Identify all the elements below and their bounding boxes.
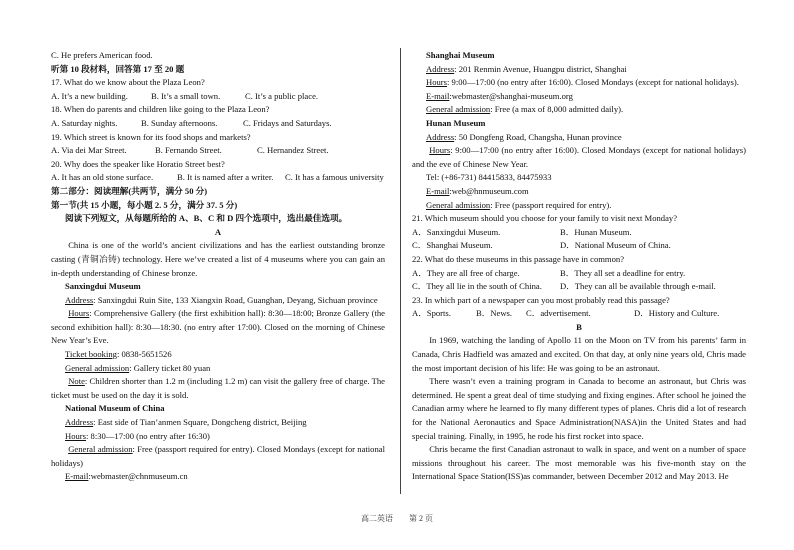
part-two-heading: 第二部分：阅读理解(共两节，满分 50 分) — [51, 185, 208, 196]
column-divider — [400, 48, 401, 494]
option-a: A. It’s a new building. — [51, 90, 128, 101]
shanghai-email: E-mail:webmaster@shanghai-museum.org — [426, 90, 573, 101]
page-footer — [0, 513, 794, 524]
sanxingdui-ticket-booking: Ticket booking: 0838-5651526 — [65, 349, 172, 360]
footer-subject: 高二英语 — [361, 514, 393, 523]
question-21: 21. Which museum should you choose for your family to visit next Monday? — [412, 213, 678, 224]
left-column — [51, 49, 385, 484]
option-d: D．History and Culture. — [634, 308, 720, 319]
question-17: 17. What do we know about the Plaza Leon? — [51, 77, 205, 88]
option-b: B. It’s a small town. — [151, 90, 221, 101]
question-23: 23. In which part of a newspaper can you most probably read this passage? — [412, 294, 670, 305]
national-general-admission: General admission: Free (passport required for entry). Closed Mondays (except for national holidays) — [51, 444, 385, 468]
question-21-options-row-2 — [412, 239, 746, 253]
footer-page-number: 第 2 页 — [409, 514, 433, 523]
option-c: C. Hernandez Street. — [257, 145, 329, 156]
option-b: B. Sunday afternoons. — [141, 117, 218, 128]
option-b: B. Fernando Street. — [155, 145, 222, 156]
museum-name-hunan: Hunan Museum — [426, 117, 486, 128]
question-18-options — [51, 117, 385, 131]
option-b: B．News. — [476, 308, 513, 319]
option-c: C．advertisement. — [526, 308, 591, 319]
question-23-options — [412, 307, 746, 321]
sanxingdui-address: Address: Sanxingdui Ruin Site, 133 Xiangxin Road, Guanghan, Deyang, Sichuan province — [65, 294, 378, 305]
option-a: A．Sanxingdui Museum. — [412, 226, 501, 237]
hunan-address: Address: 50 Dongfeng Road, Changsha, Hunan province — [426, 131, 622, 142]
option-c: C. It’s a public place. — [245, 90, 319, 101]
museum-name-sanxingdui: Sanxingdui Museum — [65, 281, 141, 292]
question-20-options — [51, 171, 385, 185]
passage-b-paragraph-1: In 1969, watching the landing of Apollo 11 on the Moon on TV from his parents’ farm in Canada, Chris Hadfield was amazed and excited. On that day, at only nine years old, Chris made the most important decision of his life: He was going to be an astronaut. — [412, 335, 746, 373]
option-c: C. Fridays and Saturdays. — [243, 117, 332, 128]
option-c: C．Shanghai Museum. — [412, 240, 493, 251]
question-22: 22. What do these museums in this passage have in common? — [412, 253, 625, 264]
question-22-options-row-2 — [412, 280, 746, 294]
question-17-options — [51, 90, 385, 104]
question-20: 20. Why does the speaker like Horatio Street best? — [51, 158, 225, 169]
passage-b-paragraph-3: Chris became the first Canadian astronaut to walk in space, and went on a number of space missions throughout his career. The most memorable was his five-month stay on the International Space Station(ISS)as commander, between December 2012 and May 2013. He — [412, 444, 746, 482]
passage-a-label: A — [214, 226, 222, 237]
option-d: D．National Museum of China. — [560, 240, 671, 251]
shanghai-general-admission: General admission: Free (a max of 8,000 admitted daily). — [426, 104, 624, 115]
option-a: A．They are all free of charge. — [412, 267, 520, 278]
right-column — [412, 49, 746, 484]
shanghai-address: Address: 201 Renmin Avenue, Huangpu district, Shanghai — [426, 63, 627, 74]
reading-instructions: 阅读下列短文，从每题所给的 A、B、C 和 D 四个选项中，选出最佳选项。 — [65, 213, 348, 224]
passage-b-label: B — [576, 321, 582, 332]
question-18: 18. When do parents and children like going to the Plaza Leon? — [51, 104, 270, 115]
option-b: B．Hunan Museum. — [560, 226, 632, 237]
sanxingdui-general-admission: General admission: Gallery ticket 80 yuan — [65, 362, 211, 373]
passage-a-intro: China is one of the world’s ancient civilizations and has the earliest outstanding bronze casting (青铜冶铸) technology. Here we’ve created a list of 4 museums where you can gain an in-depth understanding of Chinese bronze. — [51, 240, 385, 278]
option-a: A. It has an old stone surface. — [51, 172, 154, 183]
museum-name-national: National Museum of China — [65, 403, 165, 414]
listening-material-10-heading: 听第 10 段材料，回答第 17 至 20 题 — [51, 63, 185, 74]
passage-b-paragraph-2: There wasn’t even a training program in Canada to become an astronaut, but Chris was determined. He spent a great deal of time studying and fixing engines. After school he joined the Canadian army where he learned to fly many different types of planes. Chris did a lot of research for the National Aeronautics and Space Administration(NASA)in the United States and had special training. Finally, in 1995, he rode his first rocket into space. — [412, 376, 746, 441]
q16-option-c: C. He prefers American food. — [51, 50, 153, 60]
question-21-options-row-1 — [412, 226, 746, 240]
sanxingdui-hours: Hours: Comprehensive Gallery (the first exhibition hall): 8:30—18:00; Bronze Gallery (the second exhibition hall): 8:30—18:30. (no entry after 17:00). Closed on the morning of Chinese New Year’s Eve. — [51, 308, 385, 346]
sanxingdui-note: Note: Children shorter than 1.2 m (including 1.2 m) can visit the gallery free of charge. The ticket must be used on the day it is sold. — [51, 376, 385, 400]
option-c: C．They all lie in the south of China. — [412, 281, 542, 292]
hunan-hours: Hours: 9:00—17:00 (no entry after 16:00). Closed Mondays (except for national holidays) and the eve of Chinese New Year. — [412, 145, 746, 169]
national-address: Address: East side of Tian’anmen Square, Dongcheng district, Beijing — [65, 417, 307, 428]
national-email: E-mail:webmaster@chnmuseum.cn — [65, 471, 188, 482]
question-19-options — [51, 144, 385, 158]
option-a: A. Saturday nights. — [51, 117, 118, 128]
option-a: A．Sports. — [412, 308, 451, 319]
hunan-general-admission: General admission: Free (passport required for entry). — [426, 199, 612, 210]
hunan-email: E-mail:web@hnmuseum.com — [426, 185, 529, 196]
option-c: C. It has a famous university — [285, 172, 384, 183]
question-19: 19. Which street is known for its food shops and markets? — [51, 131, 251, 142]
museum-name-shanghai: Shanghai Museum — [426, 50, 495, 60]
option-b: B．They all set a deadline for entry. — [560, 267, 686, 278]
shanghai-hours: Hours: 9:00—17:00 (no entry after 16:00). Closed Mondays (except for national holidays). — [426, 77, 739, 88]
option-a: A. Via dei Mar Street. — [51, 145, 127, 156]
question-22-options-row-1 — [412, 267, 746, 281]
national-hours: Hours: 8:30—17:00 (no entry after 16:30) — [65, 430, 210, 441]
section-one-heading: 第一节(共 15 小题，每小题 2. 5 分，满分 37. 5 分) — [51, 199, 238, 210]
option-b: B. It is named after a writer. — [177, 172, 274, 183]
option-d: D．They can all be available through e-mail. — [560, 281, 716, 292]
hunan-tel: Tel: (+86-731) 84415833, 84475933 — [426, 172, 552, 183]
